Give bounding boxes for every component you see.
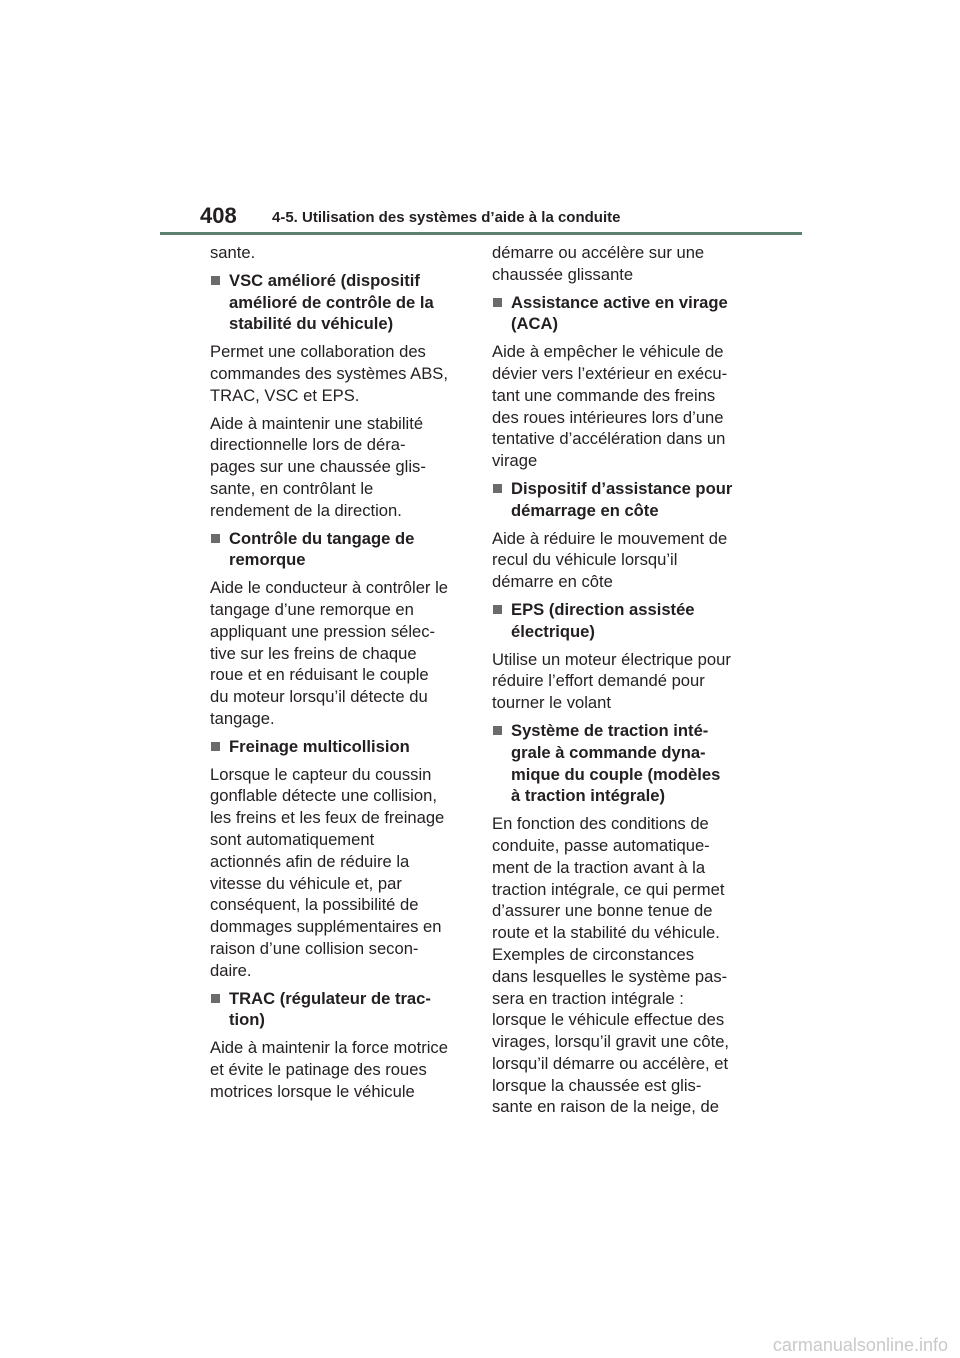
text-line: rendement de la direction. [210, 500, 402, 520]
text-line: TRAC, VSC et EPS. [210, 385, 360, 405]
text-line: Lorsque le capteur du coussin [210, 764, 432, 784]
header-rule [160, 232, 802, 235]
left-column [210, 242, 466, 1108]
text-line: pages sur une chaussée glis- [210, 457, 426, 477]
paragraph [210, 1037, 466, 1102]
section-heading [210, 736, 466, 758]
paragraph [492, 813, 748, 1118]
text-line: Système de traction inté- [511, 720, 709, 740]
text-line: Aide à empêcher le véhicule de [492, 342, 724, 362]
text-line: chaussée glissante [492, 264, 634, 284]
paragraph [210, 341, 466, 406]
page-number: 408 [200, 203, 237, 228]
text-line: Assistance active en virage [511, 292, 728, 312]
paragraph [492, 528, 748, 593]
paragraph [492, 649, 748, 714]
text-line: amélioré de contrôle de la [229, 292, 434, 312]
text-line: commandes des systèmes ABS, [210, 363, 448, 383]
text-line: électrique) [511, 621, 595, 641]
paragraph [210, 764, 466, 982]
page-header [160, 200, 802, 236]
text-line: Aide à maintenir une stabilité [210, 413, 424, 433]
section-heading [210, 528, 466, 572]
text-line: démarre en côte [492, 572, 613, 592]
text-line: (ACA) [511, 314, 559, 334]
text-line: Contrôle du tangage de [229, 528, 415, 548]
text-line: stabilité du véhicule) [229, 314, 394, 334]
square-bullet-icon [493, 298, 502, 307]
text-line: tant une commande des freins [492, 385, 716, 405]
text-line: Permet une collaboration des [210, 342, 426, 362]
text-line: conduite, passe automatique- [492, 835, 710, 855]
text-line: lorsqu’il démarre ou accélère, et [492, 1053, 729, 1073]
text-line: Freinage multicollision [229, 736, 410, 756]
text-line: Aide à maintenir la force motrice [210, 1038, 448, 1058]
text-line: dommages supplémentaires en [210, 917, 442, 937]
paragraph [492, 341, 748, 472]
text-line: Utilise un moteur électrique pour [492, 649, 731, 669]
text-line: lorsque le véhicule effectue des [492, 1010, 725, 1030]
section-heading [210, 988, 466, 1032]
text-line: démarrage en côte [511, 500, 659, 520]
text-line: réduire l’effort demandé pour [492, 671, 705, 691]
text-line: daire. [210, 960, 252, 980]
text-line: dans lesquelles le système pas- [492, 966, 728, 986]
text-line: TRAC (régulateur de trac- [229, 988, 431, 1008]
text-line: d’assurer une bonne tenue de [492, 901, 713, 921]
text-line: sont automatiquement [210, 829, 375, 849]
square-bullet-icon [493, 726, 502, 735]
text-line: motrices lorsque le véhicule [210, 1081, 415, 1101]
square-bullet-icon [211, 742, 220, 751]
section-heading [492, 292, 748, 336]
text-line: sante. [210, 243, 256, 262]
paragraph [210, 242, 466, 264]
text-line: vitesse du véhicule et, par [210, 873, 402, 893]
text-line: des roues intérieures lors d’une [492, 407, 724, 427]
text-line: virage [492, 451, 538, 471]
paragraph [492, 242, 748, 286]
text-line: directionnelle lors de déra- [210, 435, 406, 455]
text-line: grale à commande dyna- [511, 742, 706, 762]
text-line: roue et en réduisant le couple [210, 665, 429, 685]
section-heading [210, 270, 466, 335]
text-line: EPS (direction assistée [511, 599, 695, 619]
watermark: carmanualsonline.info [772, 1335, 948, 1355]
text-line: à traction intégrale) [511, 786, 665, 806]
text-line: gonflable détecte une collision, [210, 786, 437, 806]
text-line: ment de la traction avant à la [492, 857, 706, 877]
text-line: remorque [229, 550, 306, 570]
text-line: tangage. [210, 708, 275, 728]
text-line: appliquant une pression sélec- [210, 621, 436, 641]
section-heading [492, 720, 748, 807]
text-line: tourner le volant [492, 693, 611, 713]
square-bullet-icon [211, 534, 220, 543]
text-line: Dispositif d’assistance pour [511, 478, 733, 498]
text-line: mique du couple (modèles [511, 764, 721, 784]
text-line: recul du véhicule lorsqu’il [492, 550, 678, 570]
section-title: 4-5. Utilisation des systèmes d’aide à la conduite [272, 209, 621, 226]
text-line: du moteur lorsqu’il détecte du [210, 687, 428, 707]
text-line: VSC amélioré (dispositif [229, 270, 420, 290]
paragraph [210, 413, 466, 522]
text-line: démarre ou accélère sur une [492, 243, 705, 262]
text-line: les freins et les feux de freinage [210, 808, 445, 828]
text-line: sante, en contrôlant le [210, 478, 374, 498]
text-line: et évite le patinage des roues [210, 1059, 427, 1079]
text-line: virages, lorsqu’il gravit une côte, [492, 1032, 730, 1052]
text-line: tentative d’accélération dans un [492, 429, 726, 449]
text-line: sera en traction intégrale : [492, 988, 684, 1008]
text-line: tion) [229, 1010, 265, 1030]
section-heading [492, 599, 748, 643]
text-line: conséquent, la possibilité de [210, 895, 419, 915]
text-line: Aide le conducteur à contrôler le [210, 578, 448, 598]
text-line: tangage d’une remorque en [210, 599, 414, 619]
text-line: raison d’une collision secon- [210, 938, 419, 958]
square-bullet-icon [493, 605, 502, 614]
square-bullet-icon [493, 484, 502, 493]
text-line: lorsque la chaussée est glis- [492, 1075, 702, 1095]
square-bullet-icon [211, 994, 220, 1003]
text-line: Aide à réduire le mouvement de [492, 528, 728, 548]
right-column [492, 242, 748, 1124]
text-line: route et la stabilité du véhicule. [492, 923, 720, 943]
text-line: actionnés afin de réduire la [210, 851, 410, 871]
paragraph [210, 577, 466, 730]
text-line: tive sur les freins de chaque [210, 643, 417, 663]
text-line: Exemples de circonstances [492, 944, 694, 964]
section-heading [492, 478, 748, 522]
text-line: traction intégrale, ce qui permet [492, 879, 725, 899]
square-bullet-icon [211, 276, 220, 285]
text-line: En fonction des conditions de [492, 814, 709, 834]
text-line: sante en raison de la neige, de [492, 1097, 719, 1117]
text-line: dévier vers l’extérieur en exécu- [492, 363, 728, 383]
